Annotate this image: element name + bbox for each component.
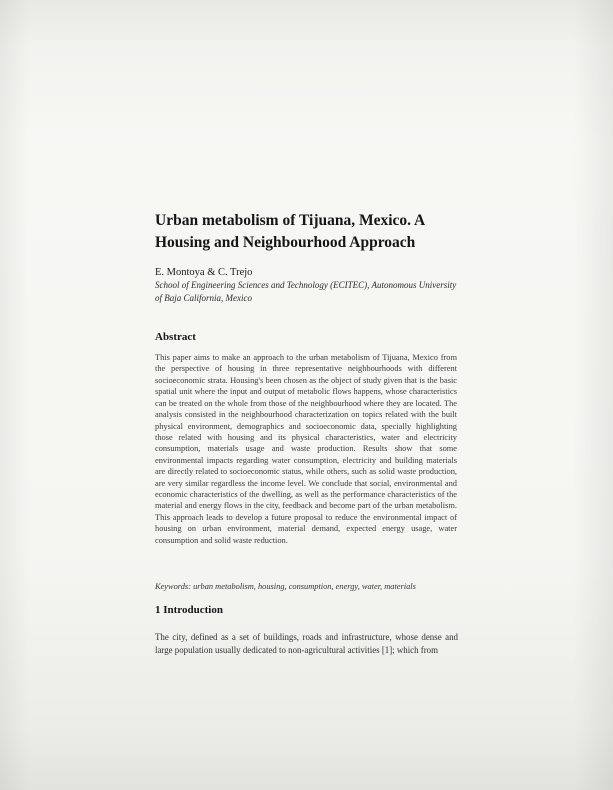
abstract-text: This paper aims to make an approach to the urban metabolism of Tijuana, Mexico from the perspective of housing in three representative neighbourhoods with different socioeconomic strata. Housing's been chosen as the object of study given that is the basic spatial unit where the input and output of metabolic flows happens, whose characteristics can be treated on the whole from those of the neighbourhood where they are located. The analysis consisted in the neighbourhood characterization on topics related with the built physical environment, demographics and socioeconomic data, specially highlighting those related with housing and its physical characteristics, water and electricity consumption, materials usage and waste production. Results show that some environmental impacts regarding water consumption, electricity and building materials are directly related to socioeconomic status, while others, such as solid waste production, are very similar regardless the income level. We conclude that social, environmental and economic characteristics of the dwelling, as well as the performance characteristics of the material and energy flows in the city, feedback and become part of the urban metabolism. This approach leads to develop a future proposal to reduce the environmental impact of housing on urban environment, material demand, expected energy usage, water consumption and solid waste reduction. (155, 353, 457, 545)
introduction-text: The city, defined as a set of buildings, roads and infrastructure, whose dense and large population usually dedicated to non-agricultural activities [1]; which from (155, 632, 458, 655)
page-shadow-right (573, 0, 613, 790)
introduction-heading: 1 Introduction (155, 604, 223, 616)
keywords-line: Keywords: urban metabolism, housing, consumption, energy, water, materials (155, 582, 416, 591)
paper-affiliation: School of Engineering Sciences and Technology (ECITEC), Autonomous University of Baja California, Mexico (155, 280, 457, 303)
page-shadow-left (0, 0, 30, 790)
paper-title: Urban metabolism of Tijuana, Mexico. A Housing and Neighbourhood Approach (155, 212, 425, 251)
abstract-heading: Abstract (155, 331, 196, 343)
paper-authors: E. Montoya & C. Trejo (155, 267, 253, 278)
